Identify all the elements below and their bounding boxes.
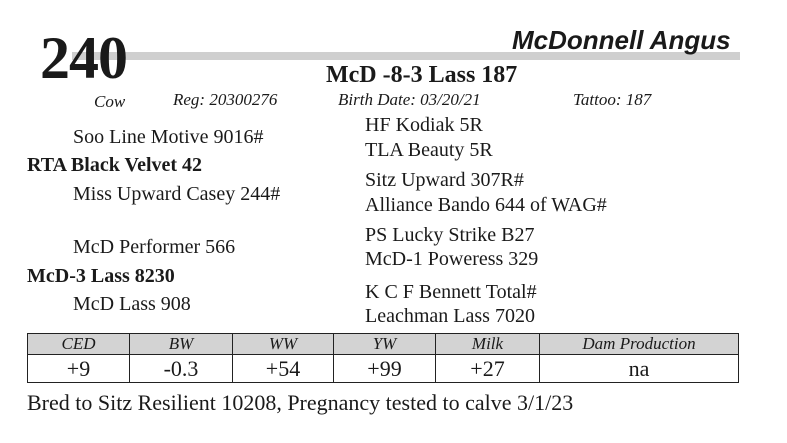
epd-header-ced: CED [28, 334, 130, 355]
animal-name: McD -8-3 Lass 187 [326, 62, 518, 88]
dam-dam: McD Lass 908 [73, 293, 191, 315]
pedigree-right-6: McD-1 Poweress 329 [365, 248, 539, 270]
epd-value-ww: +54 [233, 355, 334, 383]
epd-value-milk: +27 [436, 355, 540, 383]
pedigree-right-4: Alliance Bando 644 of WAG# [365, 194, 607, 216]
epd-value-dam-production: na [540, 355, 739, 383]
sire-dam: Miss Upward Casey 244# [73, 183, 281, 205]
epd-value-yw: +99 [334, 355, 436, 383]
epd-value-row [28, 355, 739, 383]
sire: RTA Black Velvet 42 [27, 154, 203, 176]
pedigree-right-3: Sitz Upward 307R# [365, 169, 524, 191]
dam-sire: McD Performer 566 [73, 236, 236, 258]
pedigree-right-2: TLA Beauty 5R [365, 139, 493, 161]
epd-header-yw: YW [334, 334, 436, 355]
pedigree-right-1: HF Kodiak 5R [365, 114, 483, 136]
epd-header-ww: WW [233, 334, 334, 355]
birth-date: Birth Date: 03/20/21 [338, 90, 481, 109]
lot-number: 240 [40, 25, 127, 91]
pedigree-right-7: K C F Bennett Total# [365, 281, 537, 303]
epd-header-milk: Milk [436, 334, 540, 355]
pedigree-right-5: PS Lucky Strike B27 [365, 224, 535, 246]
registration-number: Reg: 20300276 [173, 90, 278, 109]
epd-table [27, 333, 739, 383]
epd-header-bw: BW [130, 334, 233, 355]
sire-sire: Soo Line Motive 9016# [73, 126, 264, 148]
tattoo: Tattoo: 187 [573, 90, 652, 109]
animal-type: Cow [94, 92, 126, 111]
pedigree-right-8: Leachman Lass 7020 [365, 305, 535, 327]
dam: McD-3 Lass 8230 [27, 265, 175, 287]
footer-note: Bred to Sitz Resilient 10208, Pregnancy tested to calve 3/1/23 [27, 390, 574, 415]
epd-value-bw: -0.3 [130, 355, 233, 383]
epd-value-ced: +9 [28, 355, 130, 383]
farm-name: McDonnell Angus [512, 25, 731, 55]
epd-header-row [28, 334, 739, 355]
epd-header-dam-production: Dam Production [540, 334, 739, 355]
